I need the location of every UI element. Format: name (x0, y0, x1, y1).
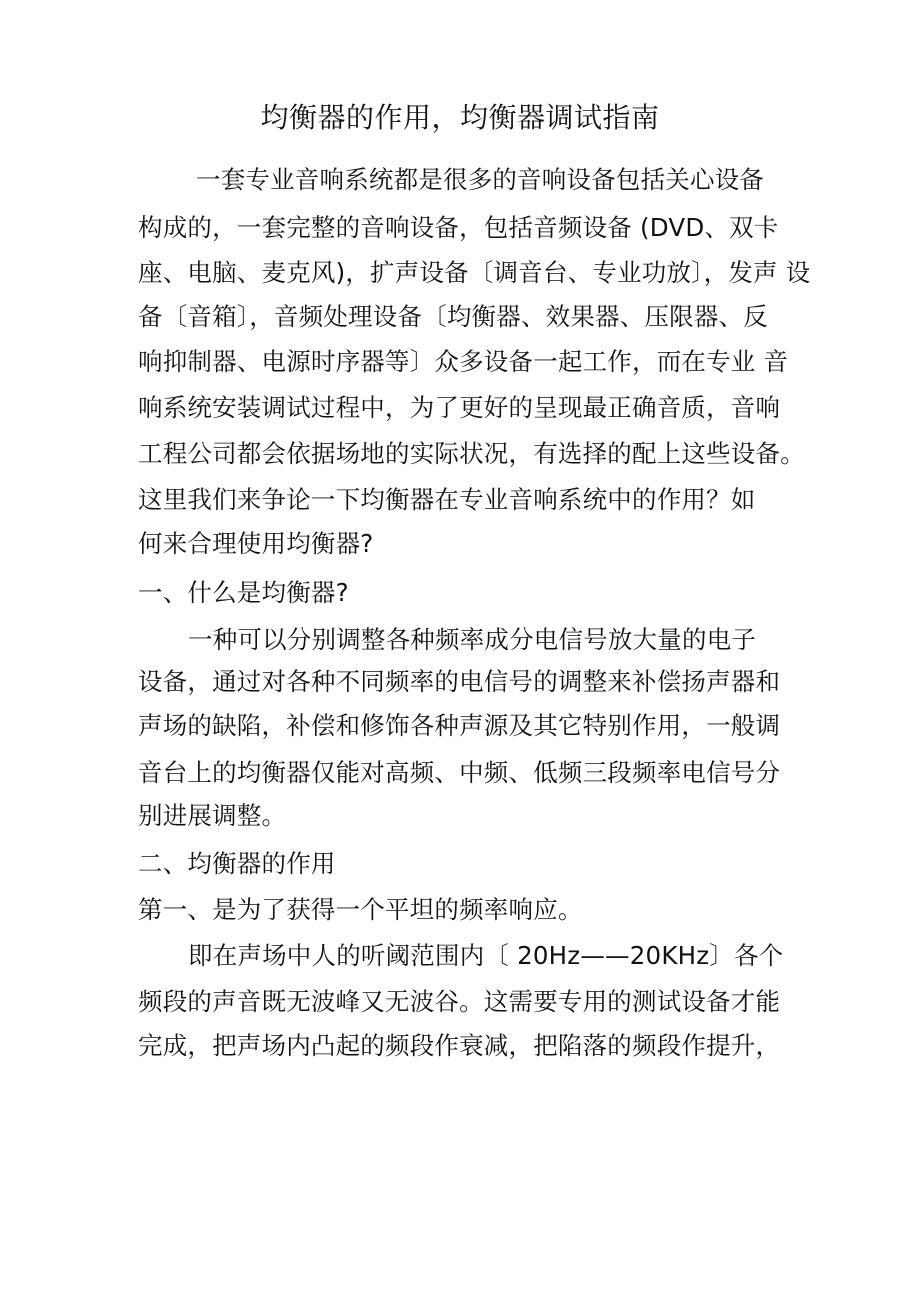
body-line-7: 工程公司都会依据场地的实际状况，有选择的配上这些设备。 (138, 439, 805, 468)
body-line-17: 完成，把声场内凸起的频段作衰减，把陷落的频段作提升， (138, 1031, 781, 1060)
body-line-3: 座、电脑、麦克风)，扩声设备〔调音台、专业功放〕，发声 设 (138, 258, 811, 287)
body-line-13: 音台上的均衡器仅能对高频、中频、低频三段频率电信号分 (138, 758, 781, 787)
body-line-14: 别进展调整。 (138, 801, 287, 830)
body-line-12: 声场的缺陷，补偿和修饰各种声源及其它特别作用，一般调 (138, 711, 781, 740)
section-heading-1: 一、什么是均衡器? (138, 578, 349, 607)
body-line-10: 一种可以分别调整各种频率成分电信号放大量的电子 (188, 625, 757, 654)
subsection-line-1: 第一、是为了获得一个平坦的频率响应。 (138, 895, 583, 924)
body-line-8: 这里我们来争论一下均衡器在专业音响系统中的作用？如 (138, 485, 756, 514)
body-line-2: 构成的，一套完整的音响设备，包括音频设备 (DVD、双卡 (138, 213, 779, 242)
body-line-9: 何来合理使用均衡器? (138, 529, 374, 558)
body-line-4: 备〔音箱〕，音频处理设备〔均衡器、效果器、压限器、反 (138, 302, 768, 331)
body-line-5: 响抑制器、电源时序器等〕众多设备一起工作，而在专业 音 (138, 347, 789, 376)
body-line-15: 即在声场中人的听阈范围内〔 20Hz——20KHz〕各个 (188, 941, 784, 970)
body-line-1: 一套专业音响系统都是很多的音响设备包括关心设备 (196, 165, 765, 194)
body-line-11: 设备，通过对各种不同频率的电信号的调整来补偿扬声器和 (138, 667, 781, 696)
body-line-6: 响系统安装调试过程中，为了更好的呈现最正确音质，音响 (138, 393, 781, 422)
section-heading-2: 二、均衡器的作用 (138, 849, 336, 878)
document-title: 均衡器的作用，均衡器调试指南 (260, 101, 660, 134)
body-line-16: 频段的声音既无波峰又无波谷。这需要专用的测试设备才能 (138, 987, 781, 1016)
